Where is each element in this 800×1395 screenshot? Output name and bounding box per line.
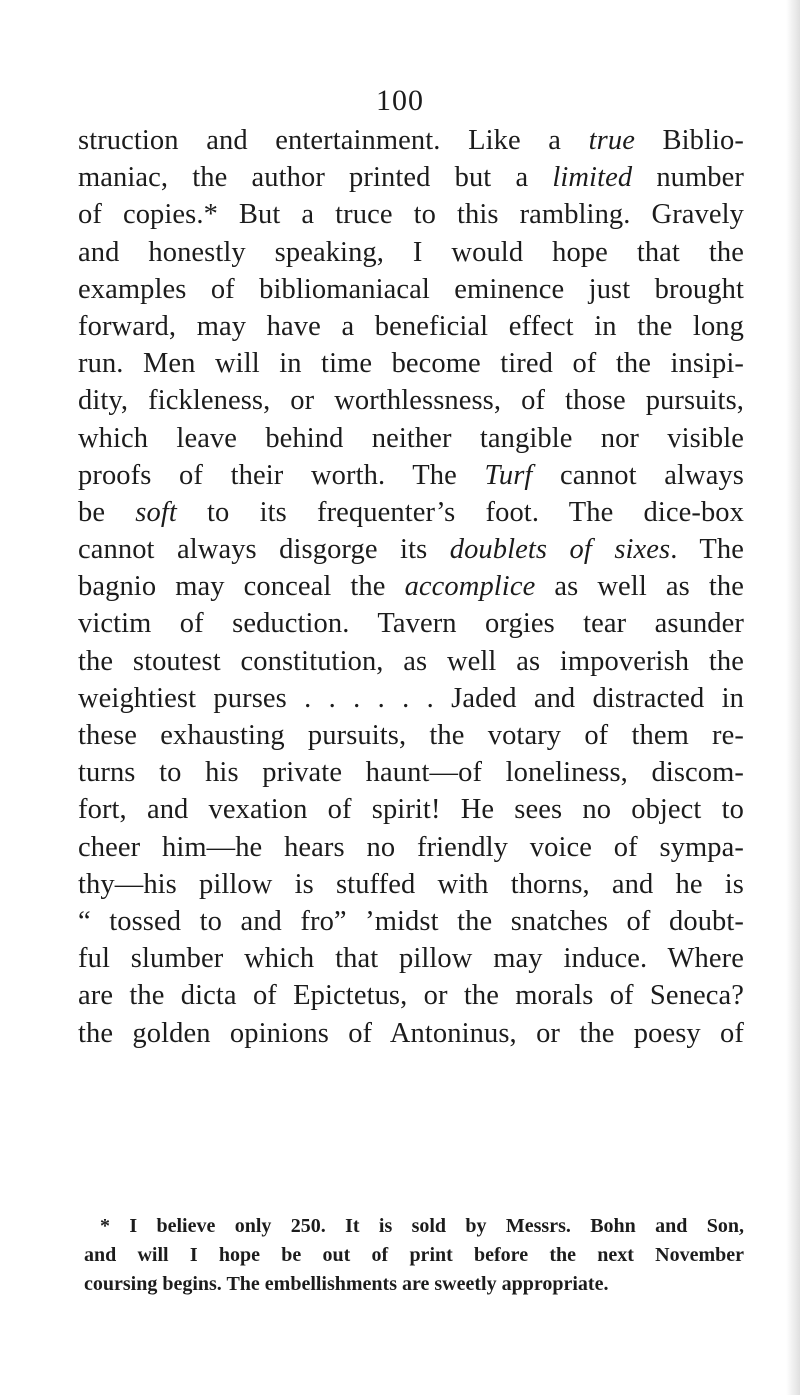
text-segment: Biblio-	[634, 125, 744, 156]
text-segment: forward, may have a beneficial effect in the long	[78, 310, 744, 342]
text-segment: fort, and vexation of spirit! He sees no object to	[78, 794, 744, 826]
italic-text: soft	[135, 496, 177, 528]
text-line	[78, 643, 744, 680]
text-segment: number	[632, 162, 744, 194]
text-line	[78, 903, 744, 940]
text-line	[78, 271, 744, 308]
text-line	[78, 568, 744, 605]
footnote-line: coursing begins. The embellishments are sweetly appropriate.	[84, 1273, 609, 1295]
text-segment: ful slumber which that pillow may induce. Where	[78, 943, 744, 975]
text-line	[78, 531, 744, 568]
text-segment: are the dicta of Epictetus, or the morals of Seneca?	[78, 980, 744, 1012]
text-line	[78, 494, 744, 531]
text-segment: the golden opinions of Antoninus, or the poesy of	[78, 1017, 744, 1049]
text-line	[78, 717, 744, 754]
text-segment: cheer him—he hears no friendly voice of sympa-	[78, 831, 744, 863]
text-segment: turns to his private haunt—of loneliness, discom-	[78, 757, 744, 789]
text-segment: as well as the	[535, 571, 744, 603]
text-line	[78, 866, 744, 903]
text-line	[78, 420, 744, 457]
text-line	[78, 345, 744, 382]
text-line	[78, 605, 744, 642]
text-line	[78, 1015, 744, 1052]
text-segment: which leave behind neither tangible nor visible	[78, 422, 744, 454]
text-line	[78, 977, 744, 1014]
text-line	[78, 791, 744, 828]
footnote-line: * I believe only 250. It is sold by Messrs. Bohn and Son,	[100, 1215, 744, 1237]
text-segment: struction and entertainment. Like a	[78, 125, 589, 156]
text-segment: maniac, the author printed but a	[78, 162, 553, 194]
italic-text: accomplice	[404, 571, 536, 603]
text-segment: “ tossed to and fro” ’midst the snatches of doubt-	[78, 905, 744, 937]
text-segment: and honestly speaking, I would hope that the	[78, 236, 744, 268]
text-segment: run. Men will in time become tired of the insipi-	[78, 348, 744, 380]
text-segment: dity, fickleness, or worthlessness, of those pursuits,	[78, 385, 744, 417]
text-segment: cannot always	[532, 459, 744, 491]
text-segment: of copies.* But a truce to this rambling. Gravely	[78, 199, 744, 231]
body-text	[78, 122, 744, 1052]
text-segment: . The	[670, 534, 744, 566]
footnote	[84, 1212, 744, 1299]
italic-text: doublets of sixes	[449, 534, 671, 566]
text-segment: weightiest purses . . . . . . Jaded and distracted in	[78, 682, 744, 714]
text-segment: these exhausting pursuits, the votary of them re-	[78, 720, 744, 751]
text-line	[78, 308, 744, 345]
footnote-line: and will I hope be out of print before the next November	[84, 1244, 744, 1266]
italic-text: true	[588, 125, 635, 156]
text-line	[78, 829, 744, 866]
text-segment: the stoutest constitution, as well as impoverish the	[78, 645, 744, 677]
text-segment: bagnio may conceal the	[78, 571, 405, 603]
text-line	[78, 457, 744, 494]
text-segment: examples of bibliomaniacal eminence just brought	[78, 273, 744, 305]
page-number: 100	[376, 84, 424, 117]
text-line	[78, 122, 744, 159]
text-segment: be	[78, 496, 136, 528]
text-line	[78, 159, 744, 196]
text-segment: cannot always disgorge its	[78, 534, 450, 566]
italic-text: limited	[552, 162, 633, 194]
page-edge-shadow	[786, 0, 800, 1395]
text-line	[78, 940, 744, 977]
italic-text: Turf	[484, 459, 533, 491]
text-segment: to its frequenter’s foot. The dice-box	[176, 496, 745, 528]
text-segment: proofs of their worth. The	[78, 459, 485, 491]
text-segment: thy—his pillow is stuffed with thorns, and he is	[78, 868, 744, 900]
text-line	[78, 680, 744, 717]
text-segment: victim of seduction. Tavern orgies tear asunder	[78, 608, 744, 640]
text-line	[78, 196, 744, 233]
text-line	[78, 754, 744, 791]
text-line	[78, 234, 744, 271]
text-line	[78, 382, 744, 419]
